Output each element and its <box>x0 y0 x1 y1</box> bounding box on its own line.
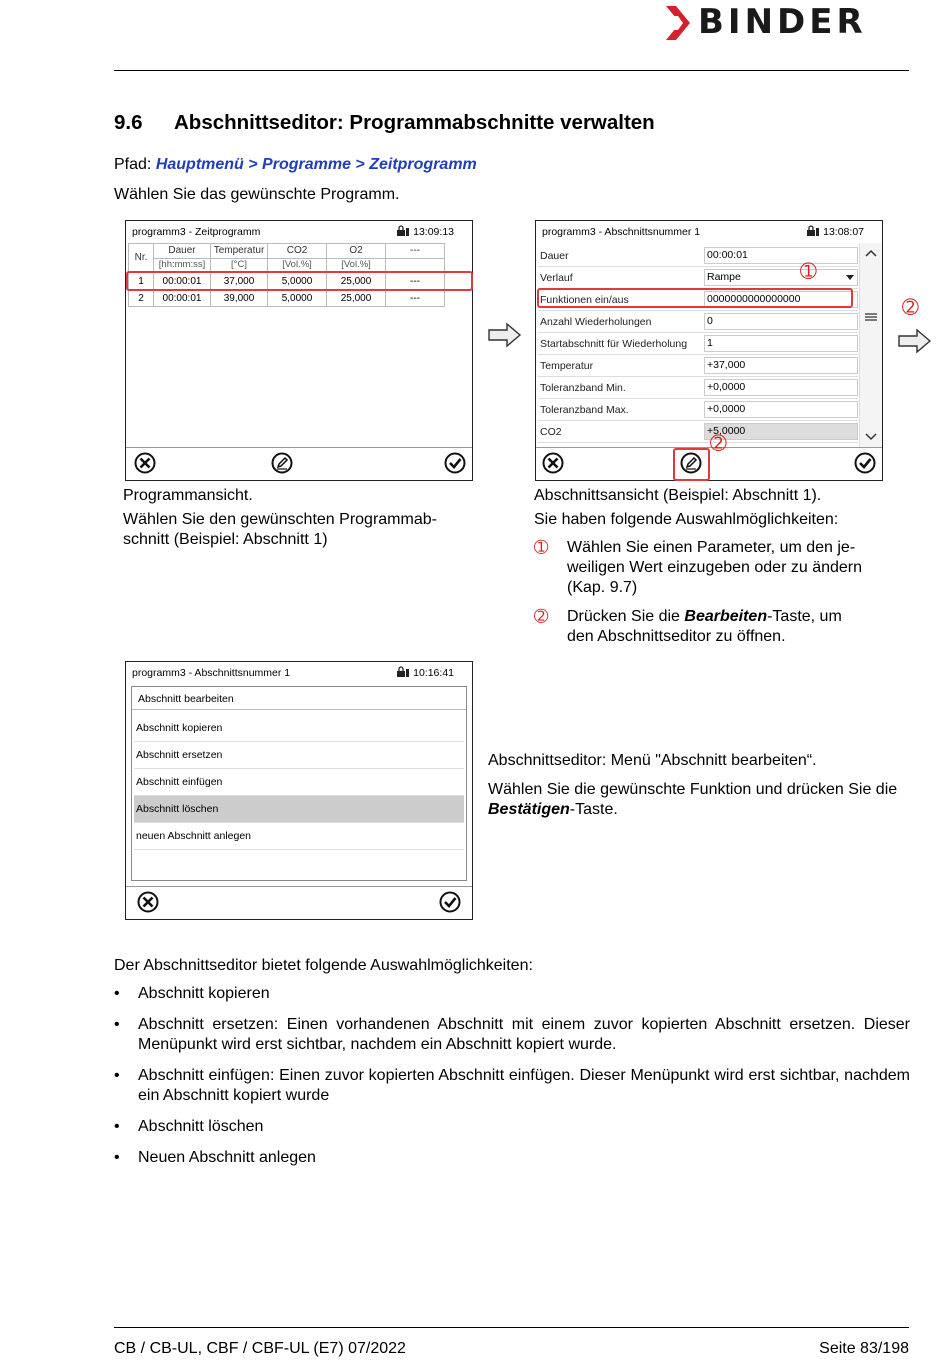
binder-logo <box>664 4 909 42</box>
edit-icon[interactable] <box>271 452 293 474</box>
col-header-temperatur: Temperatur <box>211 244 268 259</box>
edit-menu-title <box>132 687 466 710</box>
option-text <box>567 607 897 647</box>
option-number: ➀ <box>534 538 549 558</box>
option-text <box>567 538 897 598</box>
screen-program-view <box>125 220 473 481</box>
menu-item-ersetzen[interactable] <box>134 742 464 769</box>
header-rule <box>114 70 909 71</box>
table-row[interactable] <box>129 290 445 307</box>
edit-menu-title-text: Abschnitt bearbeiten <box>138 693 234 705</box>
menu-item-einfuegen[interactable] <box>134 769 464 796</box>
screen-clock: 13:08:07 <box>823 226 864 238</box>
option-post: -Taste, um <box>767 608 842 625</box>
param-label: CO2 <box>540 426 562 438</box>
path-link[interactable]: Hauptmenü > Programme > Zeitprogramm <box>155 156 477 173</box>
screen-title: programm3 - Zeitprogramm <box>132 226 261 238</box>
col-header-nr: Nr. <box>129 244 154 273</box>
scroll-down-icon[interactable] <box>865 433 877 441</box>
editor-intro: Der Abschnittseditor bietet folgende Auswahlmöglichkeiten: <box>114 957 533 974</box>
param-value[interactable]: +0,0000 <box>704 401 858 418</box>
table-cell: 1 <box>129 273 154 290</box>
arrow-right-icon <box>487 322 523 348</box>
highlight-row-1 <box>126 271 473 291</box>
param-label: Temperatur <box>540 360 594 372</box>
bullet-list <box>114 984 910 1179</box>
col-sub-co2: [Vol.%] <box>268 258 327 273</box>
marker-two-side: ➁ <box>902 295 919 319</box>
param-dropdown[interactable]: Rampe <box>704 269 858 286</box>
path-prefix: Pfad: <box>114 156 156 173</box>
menu-item-neu[interactable] <box>134 823 464 850</box>
menu-item-label: Abschnitt kopieren <box>136 722 223 734</box>
caption3-line1: Abschnittseditor: Menü "Abschnitt bearbeiten“. <box>488 752 817 769</box>
list-item: • Neuen Abschnitt anlegen <box>114 1148 910 1168</box>
caption2-line1: Abschnittsansicht (Beispiel: Abschnitt 1). <box>534 487 822 504</box>
param-row-co2[interactable] <box>538 421 858 443</box>
option-line: (Kap. 9.7) <box>567 579 638 596</box>
table-cell: --- <box>386 273 445 290</box>
caption3-line2: Wählen Sie die gewünschte Funktion und drücken Sie die <box>488 781 898 798</box>
highlight-funktionen <box>537 288 853 308</box>
caption3-line3 <box>488 800 618 820</box>
menu-item-label: Abschnitt einfügen <box>136 776 223 788</box>
path-line <box>114 155 477 175</box>
table-cell: 5,0000 <box>268 273 327 290</box>
screen-title: programm3 - Abschnittsnummer 1 <box>132 667 291 679</box>
lock-icon <box>396 666 410 678</box>
lock-icon <box>806 225 820 237</box>
screen-topbar <box>536 221 882 243</box>
dropdown-arrow-icon[interactable] <box>846 275 854 280</box>
param-value[interactable]: +0,0000 <box>704 379 858 396</box>
menu-item-kopieren[interactable] <box>134 715 464 742</box>
option-number: ➁ <box>534 607 549 627</box>
option-line: den Abschnittseditor zu öffnen. <box>567 628 786 645</box>
menu-item-loeschen[interactable] <box>134 796 464 823</box>
param-row-startabschnitt[interactable] <box>538 333 858 355</box>
param-value[interactable]: 00:00:01 <box>704 247 858 264</box>
cancel-icon[interactable] <box>137 891 159 913</box>
cancel-icon[interactable] <box>134 452 156 474</box>
caption3-bold: Bestätigen <box>488 801 570 818</box>
scroll-up-icon[interactable] <box>865 249 877 257</box>
param-label: Toleranzband Max. <box>540 404 629 416</box>
marker-one: ➀ <box>800 259 817 283</box>
screen-section-view <box>535 220 883 481</box>
table-cell: --- <box>386 290 445 307</box>
param-label: Startabschnitt für Wiederholung <box>540 338 688 350</box>
footer-rule <box>114 1327 909 1328</box>
caption1-line1: Programmansicht. <box>123 487 253 504</box>
binder-logo-mark-icon <box>664 4 692 42</box>
table-cell: 39,000 <box>211 290 268 307</box>
table-cell: 37,000 <box>211 273 268 290</box>
screen-title: programm3 - Abschnittsnummer 1 <box>542 226 701 238</box>
binder-logo-text: BINDER <box>698 2 867 42</box>
param-label: Funktionen ein/aus <box>540 294 629 306</box>
table-cell: 5,0000 <box>268 290 327 307</box>
option-two <box>534 607 894 649</box>
caption3-post: -Taste. <box>569 801 618 818</box>
screen-topbar <box>126 662 472 684</box>
screen-clock: 13:09:13 <box>413 226 454 238</box>
screen-buttonbar <box>126 447 472 480</box>
confirm-icon[interactable] <box>439 891 461 913</box>
screen-topbar <box>126 221 472 243</box>
menu-item-label: neuen Abschnitt anlegen <box>136 830 252 842</box>
section-heading <box>114 111 655 135</box>
caption1-line3: schnitt (Beispiel: Abschnitt 1) <box>123 531 328 548</box>
section-number: 9.6 <box>114 111 143 134</box>
param-value[interactable]: +37,000 <box>704 357 858 374</box>
table-cell: 25,000 <box>327 273 386 290</box>
param-row-wiederholungen[interactable] <box>538 311 858 333</box>
col-sub-o2: [Vol.%] <box>327 258 386 273</box>
caption1-line2: Wählen Sie den gewünschten Programmab- <box>123 511 437 528</box>
table-cell: 2 <box>129 290 154 307</box>
table-cell: 00:00:01 <box>154 273 211 290</box>
param-row-toleranz-min[interactable] <box>538 377 858 399</box>
option-bold: Bearbeiten <box>684 608 768 625</box>
list-item: • Abschnitt kopieren <box>114 984 910 1004</box>
edit-menu-panel <box>131 686 467 881</box>
screen-section-editor <box>125 661 473 920</box>
confirm-icon[interactable] <box>854 452 876 474</box>
table-cell: 25,000 <box>327 290 386 307</box>
option-line <box>567 607 897 627</box>
screen-buttonbar <box>126 886 472 919</box>
option-line: Wählen Sie einen Parameter, um den je- <box>567 539 856 556</box>
param-label: Toleranzband Min. <box>540 382 626 394</box>
option-one <box>534 538 894 600</box>
col-sub-dauer: [hh:mm:ss] <box>154 258 211 273</box>
arrow-right-icon <box>897 328 933 354</box>
list-item: • Abschnitt löschen <box>114 1117 910 1137</box>
list-item: • Abschnitt ersetzen: Einen vorhandenen Abschnitt mit einem zuvor kopierten Abschnitt ersetzen. Dieser Menüpunkt wird erst sichtbar, nachdem ein Abschnitt kopiert wurde. <box>114 1015 910 1055</box>
option-line: weiligen Wert einzugeben oder zu ändern <box>567 559 863 576</box>
marker-two: ➁ <box>710 431 727 455</box>
param-row-temperatur[interactable] <box>538 355 858 377</box>
menu-item-label: Abschnitt löschen <box>136 803 219 815</box>
param-row-toleranz-max[interactable] <box>538 399 858 421</box>
section-title: Abschnittseditor: Programmabschnitte verwalten <box>174 111 655 134</box>
option-pre: Drücken Sie die <box>567 608 685 625</box>
highlight-edit-button <box>673 448 710 481</box>
list-item: • Abschnitt einfügen: Einen zuvor kopierten Abschnitt einfügen. Dieser Menüpunkt wird erst sichtbar, nachdem ein Abschnitt kopiert wurde <box>114 1066 910 1106</box>
scrollbar[interactable] <box>859 243 882 447</box>
col-header-co2: CO2 <box>268 244 327 259</box>
param-label: Dauer <box>540 250 569 262</box>
col-sub-temperatur: [°C] <box>211 258 268 273</box>
cancel-icon[interactable] <box>542 452 564 474</box>
caption2-line2: Sie haben folgende Auswahlmöglichkeiten: <box>534 511 839 528</box>
param-label: Anzahl Wiederholungen <box>540 316 652 328</box>
footer-left: CB / CB-UL, CBF / CBF-UL (E7) 07/2022 <box>114 1340 406 1357</box>
scroll-menu-icon[interactable] <box>865 313 877 321</box>
screen-clock: 10:16:41 <box>413 667 454 679</box>
menu-item-label: Abschnitt ersetzen <box>136 749 223 761</box>
param-value[interactable]: +5,0000 <box>704 423 858 440</box>
confirm-icon[interactable] <box>444 452 466 474</box>
param-label: Verlauf <box>540 272 573 284</box>
param-value[interactable]: 0000000000000000 <box>704 291 858 308</box>
col-header-o2: O2 <box>327 244 386 259</box>
param-value[interactable]: 1 <box>704 335 858 352</box>
col-header-more: --- <box>386 244 445 259</box>
intro-text: Wählen Sie das gewünschte Programm. <box>114 186 400 203</box>
lock-icon <box>396 225 410 237</box>
footer-right: Seite 83/198 <box>819 1340 909 1357</box>
param-value[interactable]: 0 <box>704 313 858 330</box>
col-header-dauer: Dauer <box>154 244 211 259</box>
table-cell: 00:00:01 <box>154 290 211 307</box>
